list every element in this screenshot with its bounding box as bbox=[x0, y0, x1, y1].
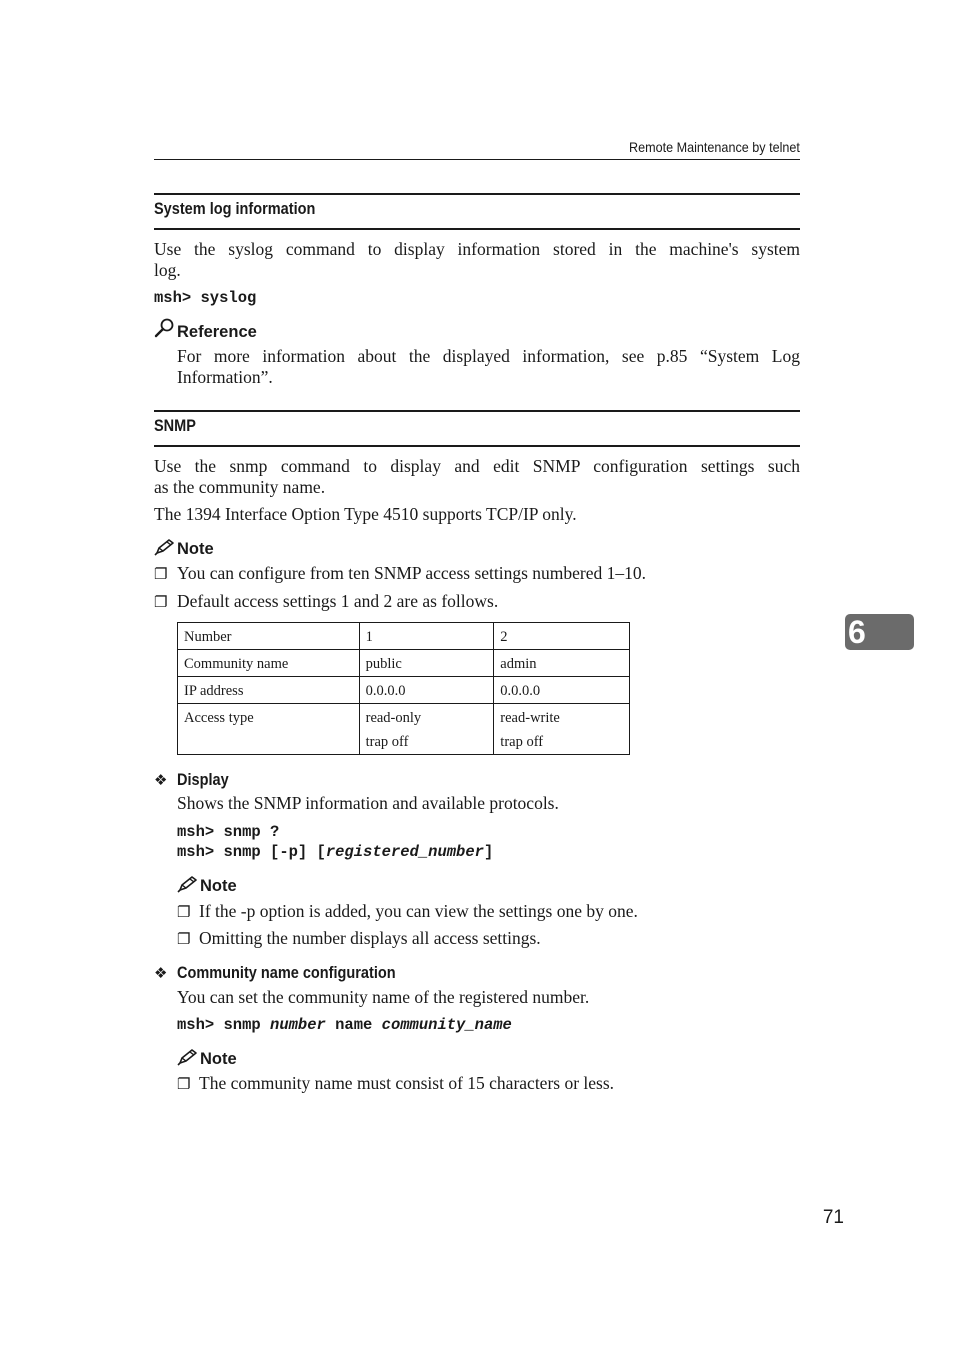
running-header: Remote Maintenance by telnet bbox=[629, 139, 800, 155]
table-cell: public bbox=[359, 650, 494, 677]
syslog-command: msh> syslog bbox=[154, 289, 257, 307]
note-pencil-icon bbox=[177, 875, 199, 893]
note-item: ❐ Omitting the number displays all access settings. bbox=[177, 928, 541, 948]
section-title-snmp: SNMP bbox=[154, 417, 196, 435]
checkbox-icon: ❐ bbox=[154, 593, 168, 611]
table-row bbox=[178, 704, 630, 755]
note-label: Note bbox=[177, 540, 214, 558]
reference-icon bbox=[154, 318, 176, 338]
community-command: msh> snmp number name community_name bbox=[177, 1016, 512, 1034]
syslog-description: Use the syslog command to display information stored in the machine's system log. bbox=[154, 239, 800, 280]
display-command-1: msh> snmp ? bbox=[177, 823, 280, 841]
section-bottom-rule bbox=[154, 228, 800, 230]
page-number: 71 bbox=[822, 1207, 844, 1228]
community-description: You can set the community name of the registered number. bbox=[177, 987, 590, 1007]
display-description: Shows the SNMP information and available protocols. bbox=[177, 793, 559, 813]
note-pencil-icon bbox=[154, 538, 176, 556]
checkbox-icon: ❐ bbox=[177, 930, 191, 948]
diamond-bullet-icon: ❖ bbox=[154, 771, 168, 789]
section-title-syslog: System log information bbox=[154, 200, 316, 218]
note-label: Note bbox=[200, 877, 237, 895]
checkbox-icon: ❐ bbox=[177, 903, 191, 921]
note-item: ❐ The community name must consist of 15 characters or less. bbox=[177, 1073, 615, 1093]
diamond-bullet-icon: ❖ bbox=[154, 964, 168, 982]
note-pencil-icon bbox=[177, 1048, 199, 1066]
subsection-title-community: Community name configuration bbox=[177, 964, 396, 982]
subsection-title-display: Display bbox=[177, 771, 229, 789]
table-row bbox=[178, 677, 630, 704]
display-command-2: msh> snmp [-p] [registered_number] bbox=[177, 843, 494, 861]
section-top-rule bbox=[154, 410, 800, 412]
checkbox-icon: ❐ bbox=[177, 1075, 191, 1093]
snmp-description: Use the snmp command to display and edit SNMP configuration settings such as the community name. bbox=[154, 456, 800, 497]
section-top-rule bbox=[154, 193, 800, 195]
reference-text: For more information about the displayed information, see p.85 “System Log Information”. bbox=[177, 346, 800, 387]
note-item: ❐ Default access settings 1 and 2 are as follows. bbox=[154, 591, 499, 611]
default-access-table bbox=[177, 622, 630, 755]
table-cell: 0.0.0.0 bbox=[359, 677, 494, 704]
table-cell: 2 bbox=[494, 623, 630, 650]
reference-label: Reference bbox=[177, 323, 257, 341]
snmp-tcpip-note: The 1394 Interface Option Type 4510 supports TCP/IP only. bbox=[154, 504, 577, 524]
note-item: ❐ If the -p option is added, you can view the settings one by one. bbox=[177, 901, 638, 921]
section-bottom-rule bbox=[154, 445, 800, 447]
note-label: Note bbox=[200, 1050, 237, 1068]
table-row bbox=[178, 650, 630, 677]
table-cell: admin bbox=[494, 650, 630, 677]
table-cell: Number bbox=[178, 623, 360, 650]
table-cell: Community name bbox=[178, 650, 360, 677]
checkbox-icon: ❐ bbox=[154, 565, 168, 583]
table-cell: read-write trap off bbox=[494, 704, 630, 755]
table-cell: 1 bbox=[359, 623, 494, 650]
note-item: ❐ You can configure from ten SNMP access settings numbered 1–10. bbox=[154, 563, 647, 583]
table-cell: IP address bbox=[178, 677, 360, 704]
table-cell: Access type bbox=[178, 704, 360, 755]
header-rule bbox=[154, 159, 800, 160]
chapter-tab: 6 bbox=[845, 614, 914, 650]
table-cell: read-only trap off bbox=[359, 704, 494, 755]
table-cell: 0.0.0.0 bbox=[494, 677, 630, 704]
table-row bbox=[178, 623, 630, 650]
